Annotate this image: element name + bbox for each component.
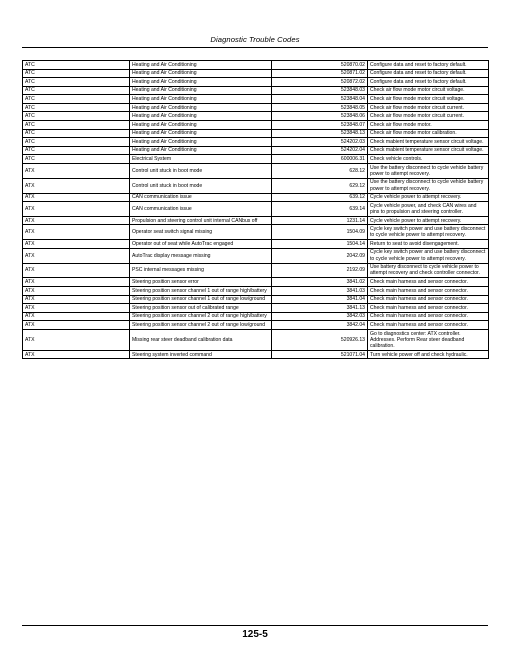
table-row: [23, 129, 489, 138]
dtc-table-body: [23, 61, 489, 359]
action-cell: Cycle vehicle power to attempt recovery.: [368, 193, 489, 202]
controller-cell: ATC: [23, 155, 130, 164]
table-row: [23, 295, 489, 304]
page-number: 125-5: [242, 629, 268, 640]
action-cell: Check air flow mode motor.: [368, 121, 489, 130]
action-cell: Check main harness and sensor connector.: [368, 304, 489, 313]
table-row: [23, 69, 489, 78]
table-row: [23, 138, 489, 147]
controller-cell: ATX: [23, 278, 130, 287]
controller-cell: ATC: [23, 61, 130, 70]
table-row: [23, 240, 489, 249]
table-row: [23, 163, 489, 178]
code-cell: 520871.02: [272, 69, 368, 78]
table-row: [23, 321, 489, 330]
controller-cell: ATX: [23, 202, 130, 217]
table-row: [23, 216, 489, 225]
controller-cell: ATX: [23, 312, 130, 321]
action-cell: Use the battery disconnect to cycle vehicle battery power to attempt recovery.: [368, 178, 489, 193]
table-row: [23, 248, 489, 263]
action-cell: Use the battery disconnect to cycle vehicle battery power to attempt recovery.: [368, 163, 489, 178]
code-cell: 1504.09: [272, 225, 368, 240]
action-cell: Check air flow mode motor calibration.: [368, 129, 489, 138]
controller-cell: ATX: [23, 329, 130, 350]
description-cell: Heating and Air Conditioning: [130, 146, 272, 155]
table-row: [23, 278, 489, 287]
code-cell: 520926.13: [272, 329, 368, 350]
controller-cell: ATX: [23, 350, 130, 359]
code-cell: 523848.04: [272, 95, 368, 104]
description-cell: Control unit stuck in boot mode: [130, 178, 272, 193]
table-row: [23, 112, 489, 121]
dtc-table: [22, 60, 489, 359]
controller-cell: ATC: [23, 78, 130, 87]
controller-cell: ATC: [23, 86, 130, 95]
code-cell: 639.14: [272, 202, 368, 217]
action-cell: Go to diagnostics center: ATX controller. Addresses. Perform Rear steer deadband calibration.: [368, 329, 489, 350]
action-cell: Check air flow mode motor circuit current.: [368, 103, 489, 112]
code-cell: 523848.06: [272, 112, 368, 121]
description-cell: Steering position sensor channel 1 out of range low/ground: [130, 295, 272, 304]
code-cell: 3841.03: [272, 286, 368, 295]
description-cell: Heating and Air Conditioning: [130, 121, 272, 130]
description-cell: Heating and Air Conditioning: [130, 86, 272, 95]
controller-cell: ATX: [23, 225, 130, 240]
table-row: [23, 304, 489, 313]
action-cell: Configure data and reset to factory default.: [368, 69, 489, 78]
table-row: [23, 155, 489, 164]
table-row: [23, 86, 489, 95]
action-cell: Check air flow mode motor circuit voltage.: [368, 95, 489, 104]
controller-cell: ATX: [23, 286, 130, 295]
description-cell: Heating and Air Conditioning: [130, 78, 272, 87]
table-row: [23, 146, 489, 155]
action-cell: Check main harness and sensor connector.: [368, 286, 489, 295]
code-cell: 1231.14: [272, 216, 368, 225]
table-row: [23, 193, 489, 202]
table-row: [23, 178, 489, 193]
controller-cell: ATC: [23, 112, 130, 121]
code-cell: 639.12: [272, 193, 368, 202]
description-cell: Propulsion and steering control unit internal CANbus off: [130, 216, 272, 225]
controller-cell: ATC: [23, 138, 130, 147]
description-cell: Steering position sensor error: [130, 278, 272, 287]
action-cell: Configure data and reset to factory default.: [368, 61, 489, 70]
description-cell: Control unit stuck in boot mode: [130, 163, 272, 178]
code-cell: 524202.03: [272, 138, 368, 147]
controller-cell: ATC: [23, 95, 130, 104]
action-cell: Turn vehicle power off and check hydraulic.: [368, 350, 489, 359]
controller-cell: ATC: [23, 69, 130, 78]
code-cell: 523848.07: [272, 121, 368, 130]
controller-cell: ATX: [23, 248, 130, 263]
description-cell: AutoTrac display message missing: [130, 248, 272, 263]
description-cell: Electrical System: [130, 155, 272, 164]
code-cell: 3841.02: [272, 278, 368, 287]
description-cell: Steering position sensor channel 2 out of range high/battery: [130, 312, 272, 321]
controller-cell: ATC: [23, 121, 130, 130]
action-cell: Cycle key switch power and use battery disconnect to cycle vehicle power to attempt recovery.: [368, 248, 489, 263]
action-cell: Check air flow mode motor circuit voltage.: [368, 86, 489, 95]
description-cell: CAN communication issue: [130, 202, 272, 217]
code-cell: 520870.02: [272, 61, 368, 70]
controller-cell: ATX: [23, 240, 130, 249]
action-cell: Check main harness and sensor connector.: [368, 321, 489, 330]
action-cell: Check vehicle controls.: [368, 155, 489, 164]
table-row: [23, 329, 489, 350]
action-cell: Check main harness and sensor connector.: [368, 278, 489, 287]
code-cell: 523848.03: [272, 86, 368, 95]
controller-cell: ATX: [23, 321, 130, 330]
action-cell: Check mabient temperature sensor circuit voltage.: [368, 146, 489, 155]
table-row: [23, 225, 489, 240]
controller-cell: ATC: [23, 146, 130, 155]
action-cell: Check air flow mode motor circuit current.: [368, 112, 489, 121]
description-cell: Steering position sensor channel 2 out of range low/ground: [130, 321, 272, 330]
action-cell: Cycle key switch power and use battery disconnect to cycle vehicle power to attempt recovery.: [368, 225, 489, 240]
action-cell: Check main harness and sensor connector.: [368, 312, 489, 321]
code-cell: 628.12: [272, 163, 368, 178]
description-cell: PSC internal messages missing: [130, 263, 272, 278]
action-cell: Check main harness and sensor connector.: [368, 295, 489, 304]
controller-cell: ATX: [23, 163, 130, 178]
code-cell: 3842.03: [272, 312, 368, 321]
action-cell: Cycle vehicle power to attempt recovery.: [368, 216, 489, 225]
description-cell: Heating and Air Conditioning: [130, 61, 272, 70]
controller-cell: ATX: [23, 263, 130, 278]
code-cell: 3842.04: [272, 321, 368, 330]
table-row: [23, 263, 489, 278]
description-cell: Operator out of seat while AutoTrac engaged: [130, 240, 272, 249]
code-cell: 521071.04: [272, 350, 368, 359]
description-cell: Steering system inverted command: [130, 350, 272, 359]
code-cell: 523848.13: [272, 129, 368, 138]
table-row: [23, 121, 489, 130]
controller-cell: ATC: [23, 129, 130, 138]
table-row: [23, 312, 489, 321]
description-cell: CAN communication issue: [130, 193, 272, 202]
table-row: [23, 202, 489, 217]
code-cell: 520872.02: [272, 78, 368, 87]
description-cell: Heating and Air Conditioning: [130, 103, 272, 112]
table-row: [23, 78, 489, 87]
code-cell: 523848.05: [272, 103, 368, 112]
description-cell: Heating and Air Conditioning: [130, 129, 272, 138]
code-cell: 2042.09: [272, 248, 368, 263]
description-cell: Heating and Air Conditioning: [130, 95, 272, 104]
description-cell: Heating and Air Conditioning: [130, 138, 272, 147]
description-cell: Missing rear steer deadband calibration data: [130, 329, 272, 350]
controller-cell: ATX: [23, 193, 130, 202]
table-row: [23, 286, 489, 295]
code-cell: 524202.04: [272, 146, 368, 155]
code-cell: 629.12: [272, 178, 368, 193]
controller-cell: ATX: [23, 216, 130, 225]
description-cell: Steering position sensor out of calibrated range: [130, 304, 272, 313]
footer-rule: [22, 625, 488, 626]
table-row: [23, 61, 489, 70]
action-cell: Cycle vehicle power, and check CAN wires and pins to propulsion and steering controller.: [368, 202, 489, 217]
description-cell: Steering position sensor channel 1 out of range high/battery: [130, 286, 272, 295]
description-cell: Operator seat switch signal missing: [130, 225, 272, 240]
page-title: Diagnostic Trouble Codes: [210, 35, 300, 44]
controller-cell: ATC: [23, 103, 130, 112]
table-row: [23, 350, 489, 359]
code-cell: 2192.09: [272, 263, 368, 278]
action-cell: Configure data and reset to factory default.: [368, 78, 489, 87]
code-cell: 1504.14: [272, 240, 368, 249]
action-cell: Return to seat to avoid disengagement.: [368, 240, 489, 249]
table-row: [23, 103, 489, 112]
description-cell: Heating and Air Conditioning: [130, 112, 272, 121]
code-cell: 3841.13: [272, 304, 368, 313]
action-cell: Check mabient temperature sensor circuit voltage.: [368, 138, 489, 147]
controller-cell: ATX: [23, 304, 130, 313]
code-cell: 600006.31: [272, 155, 368, 164]
action-cell: Use battery disconnect to cycle vehicle power to attempt recovery and check controller connector.: [368, 263, 489, 278]
controller-cell: ATX: [23, 295, 130, 304]
table-row: [23, 95, 489, 104]
header-rule: [22, 47, 488, 48]
code-cell: 3841.04: [272, 295, 368, 304]
controller-cell: ATX: [23, 178, 130, 193]
description-cell: Heating and Air Conditioning: [130, 69, 272, 78]
